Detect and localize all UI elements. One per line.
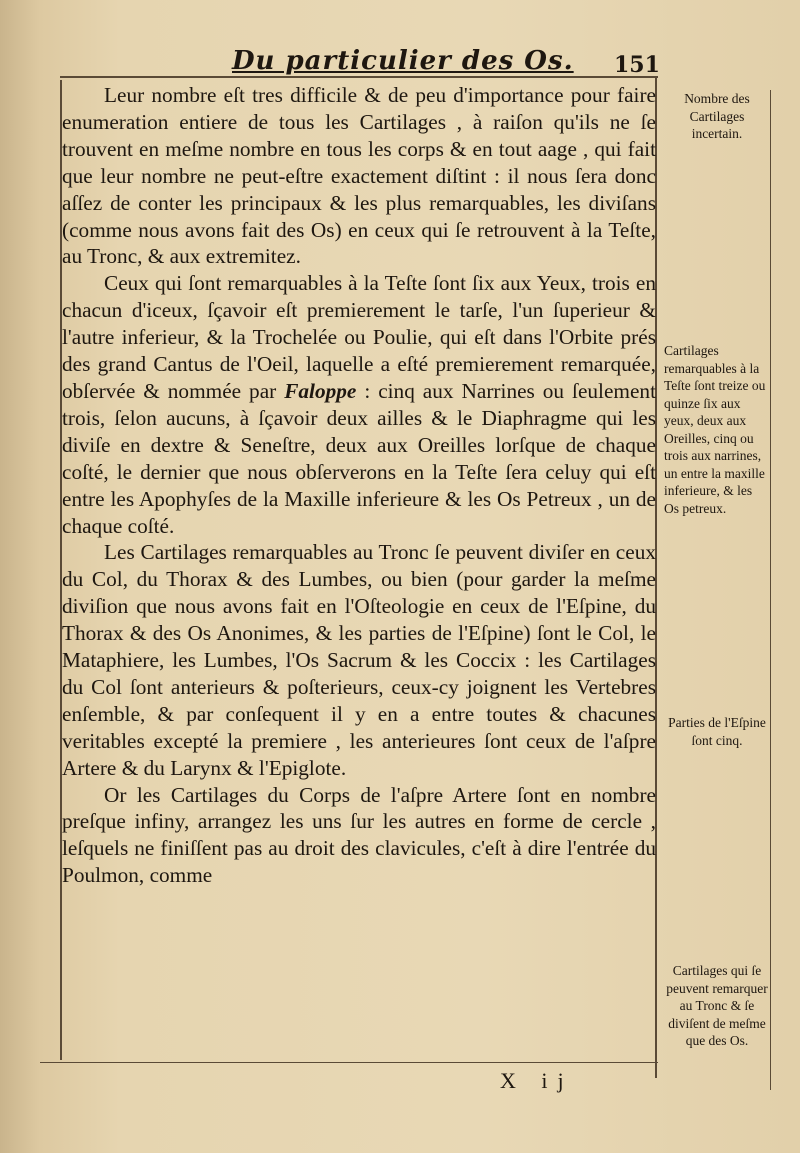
paragraph-count: Leur nombre eſt tres difficile & de peu d'importance pour faire enumeration entiere de tous les Cartilages , à raiſon qu'ils ne ſe trouvent en meſme nombre en tous les corps & en tout aage , qui fait que leur nombre ne peut-eſtre exactement diſtint : il nous ſera donc aſſez de conter les principaux & les plus remarquables, les diviſans (comme nous avons fait des Os) en ceux qui ſe retrouvent à la Teſte, au Tronc, & aux extremitez.	[62, 83, 656, 269]
margin-note-count: Nombre des Cartilages incertain.	[684, 91, 750, 141]
page-number: 151	[614, 52, 660, 78]
main-text	[62, 82, 656, 889]
margin-note-head: Cartilages remarquables à la Teſte ſont treize ou quinze ſix aux yeux, deux aux Oreilles, cinq ou trois aux narrines, un entre la maxille inferieure, & les Os petreux.	[664, 343, 766, 516]
outer-margin-rule	[770, 90, 771, 1090]
footer-rule	[40, 1062, 658, 1063]
header-rule	[60, 76, 658, 78]
running-title: Du particulier des Os.	[232, 46, 574, 76]
margin-note-trunk: Cartilages qui ſe peuvent remarquer au Tronc & ſe diviſent de meſme que des Os.	[666, 963, 768, 1048]
signature-mark: X ij	[500, 1068, 574, 1093]
paragraph-head-text-b: : cinq aux Narrines ou ſeulement trois, ſelon aucuns, à ſçavoir deux ailles & le Diaphragme qui les diviſe en dextre & Seneſtre, deux aux Oreilles lorſque de chaque coſté, le dernier que nous obſerverons en la Teſte ſera celuy qui eſt entre les Apophyſes de la Maxille inferieure & les Os Petreux , un de chaque coſté.	[62, 378, 656, 538]
paragraph-head-text-a: Ceux qui ſont remarquables à la Teſte ſont ſix aux Yeux, trois en chacun d'iceux, ſçavoir eſt premierement le tarſe, l'un ſuperieur & l'autre inferieur, & la Trochelée ou Poulie, qui eſt dans l'Orbite prés des grand Cantus de l'Oeil, laquelle a eſté premierement remarquée, obſervée & nommée par	[62, 271, 656, 403]
margin-note-spine: Parties de l'Eſpine ſont cinq.	[668, 715, 766, 748]
paragraph-trachea-cartilages: Or les Cartilages du Corps de l'aſpre Artere ſont en nombre preſque infiny, arrangez les uns ſur les autres en forme de cercle , leſquels ne finiſſent pas au droit des clavicules, c'eſt à dire l'entrée du Poulmon, comme	[62, 782, 656, 888]
author-name-faloppe: Faloppe	[284, 378, 357, 403]
paragraph-head-cartilages	[62, 270, 656, 539]
paragraph-trunk-cartilages: Les Cartilages remarquables au Tronc ſe peuvent diviſer en ceux du Col, du Thorax & des Lumbes, ou bien (pour garder la meſme diviſion que nous avons fait en l'Oſteologie en ceux de l'Eſpine, du Thorax & des Os Anonimes, & les parties de l'Eſpine) ſont le Col, le Mataphiere, les Lumbes, l'Os Sacrum & les Coccix : les Cartilages du Col ſont anterieurs & poſterieurs, ceux-cy joignent les Vertebres enſemble, & par conſequent il y en a entre toutes & chacunes veritables excepté la premiere , les anterieures ſont ceux de l'aſpre Artere & du Larynx & l'Epiglote.	[62, 540, 656, 780]
